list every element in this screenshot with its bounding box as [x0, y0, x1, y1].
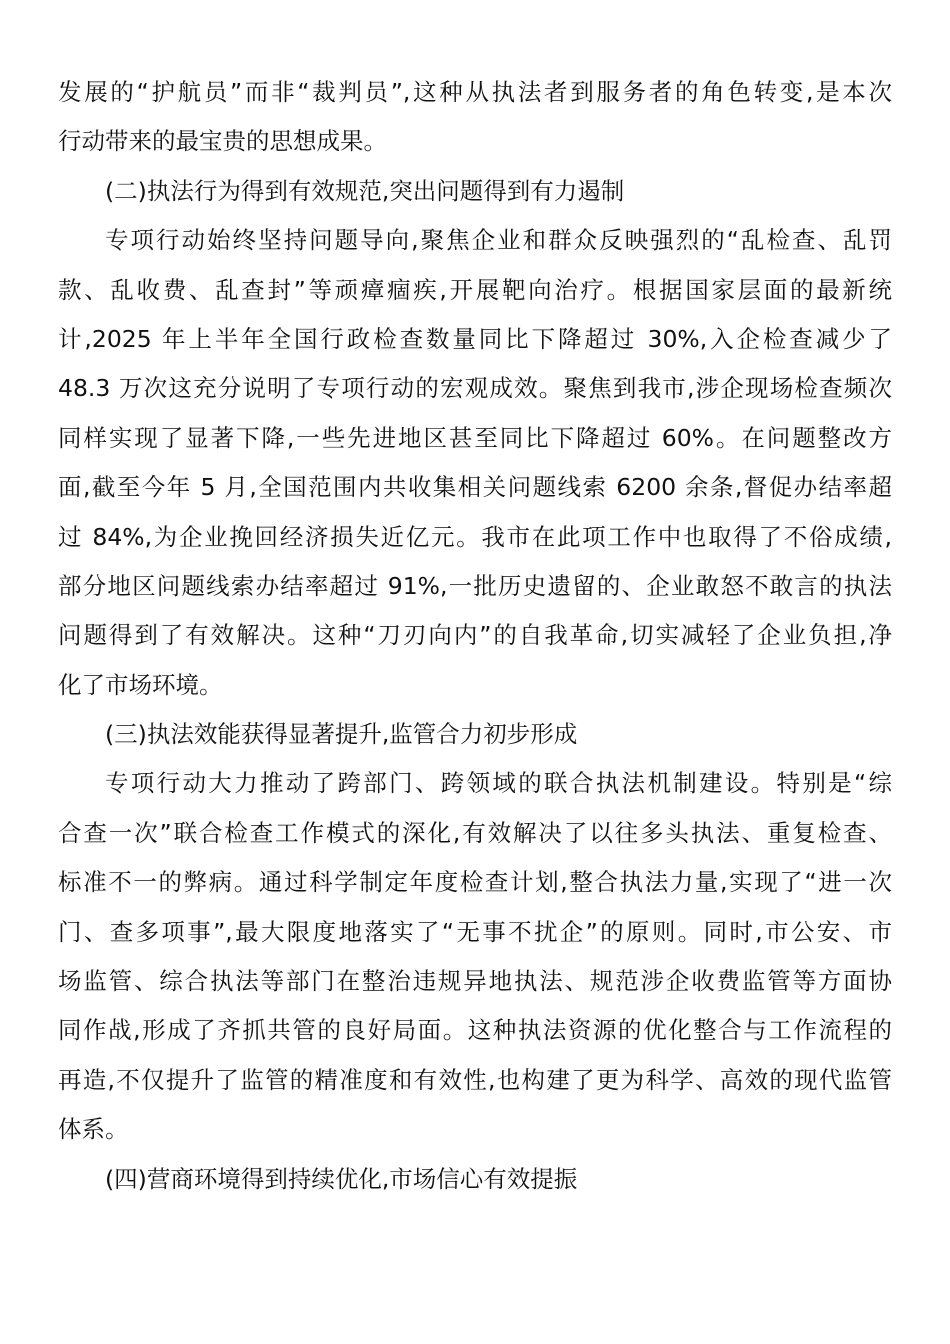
paragraph-line: 标准不一的弊病。通过科学制定年度检查计划,整合执法力量,实现了“进一次	[58, 868, 892, 897]
paragraph-line: 场监管、综合执法等部门在整治违规异地执法、规范涉企收费监管等方面协	[58, 967, 892, 996]
section-heading-line: (四)营商环境得到持续优化,市场信心有效提振	[105, 1164, 578, 1193]
document-body	[58, 68, 892, 1204]
section-heading-line: (二)执法行为得到有效规范,突出问题得到有力遏制	[105, 176, 625, 205]
paragraph-line: 专项行动始终坚持问题导向,聚焦企业和群众反映强烈的“乱检查、乱罚	[105, 226, 892, 255]
paragraph-line: 同样实现了显著下降,一些先进地区甚至同比下降超过 60%。在问题整改方	[58, 423, 892, 452]
paragraph-line: 同作战,形成了齐抓共管的良好局面。这种执法资源的优化整合与工作流程的	[58, 1016, 892, 1045]
paragraph-line: 款、乱收费、乱查封”等顽瘴痼疾,开展靶向治疗。根据国家层面的最新统	[58, 275, 892, 304]
paragraph-line: 专项行动大力推动了跨部门、跨领域的联合执法机制建设。特别是“综	[105, 769, 892, 798]
section-heading-line: (三)执法效能获得显著提升,监管合力初步形成	[105, 720, 578, 749]
paragraph-line: 面,截至今年 5 月,全国范围内共收集相关问题线索 6200 余条,督促办结率超	[58, 473, 892, 502]
paragraph-line: 48.3 万次这充分说明了专项行动的宏观成效。聚焦到我市,涉企现场检查频次	[58, 374, 892, 403]
paragraph-line: 合查一次”联合检查工作模式的深化,有效解决了以往多头执法、重复检查、	[58, 818, 892, 847]
paragraph-line: 体系。	[58, 1115, 129, 1144]
paragraph-line: 再造,不仅提升了监管的精准度和有效性,也构建了更为科学、高效的现代监管	[58, 1065, 892, 1094]
paragraph-line: 门、查多项事”,最大限度地落实了“无事不扰企”的原则。同时,市公安、市	[58, 917, 892, 946]
paragraph-line: 发展的“护航员”而非“裁判员”,这种从执法者到服务者的角色转变,是本次	[58, 78, 892, 106]
paragraph-line: 问题得到了有效解决。这种“刀刃向内”的自我革命,切实减轻了企业负担,净	[58, 621, 892, 650]
paragraph-line: 过 84%,为企业挽回经济损失近亿元。我市在此项工作中也取得了不俗成绩,	[58, 522, 892, 551]
paragraph-line: 行动带来的最宝贵的思想成果。	[58, 127, 387, 156]
paragraph-line: 部分地区问题线索办结率超过 91%,一批历史遗留的、企业敢怒不敢言的执法	[58, 571, 892, 600]
paragraph-line: 计,2025 年上半年全国行政检查数量同比下降超过 30%,入企检查减少了	[58, 324, 892, 353]
paragraph-line: 化了市场环境。	[58, 670, 223, 699]
